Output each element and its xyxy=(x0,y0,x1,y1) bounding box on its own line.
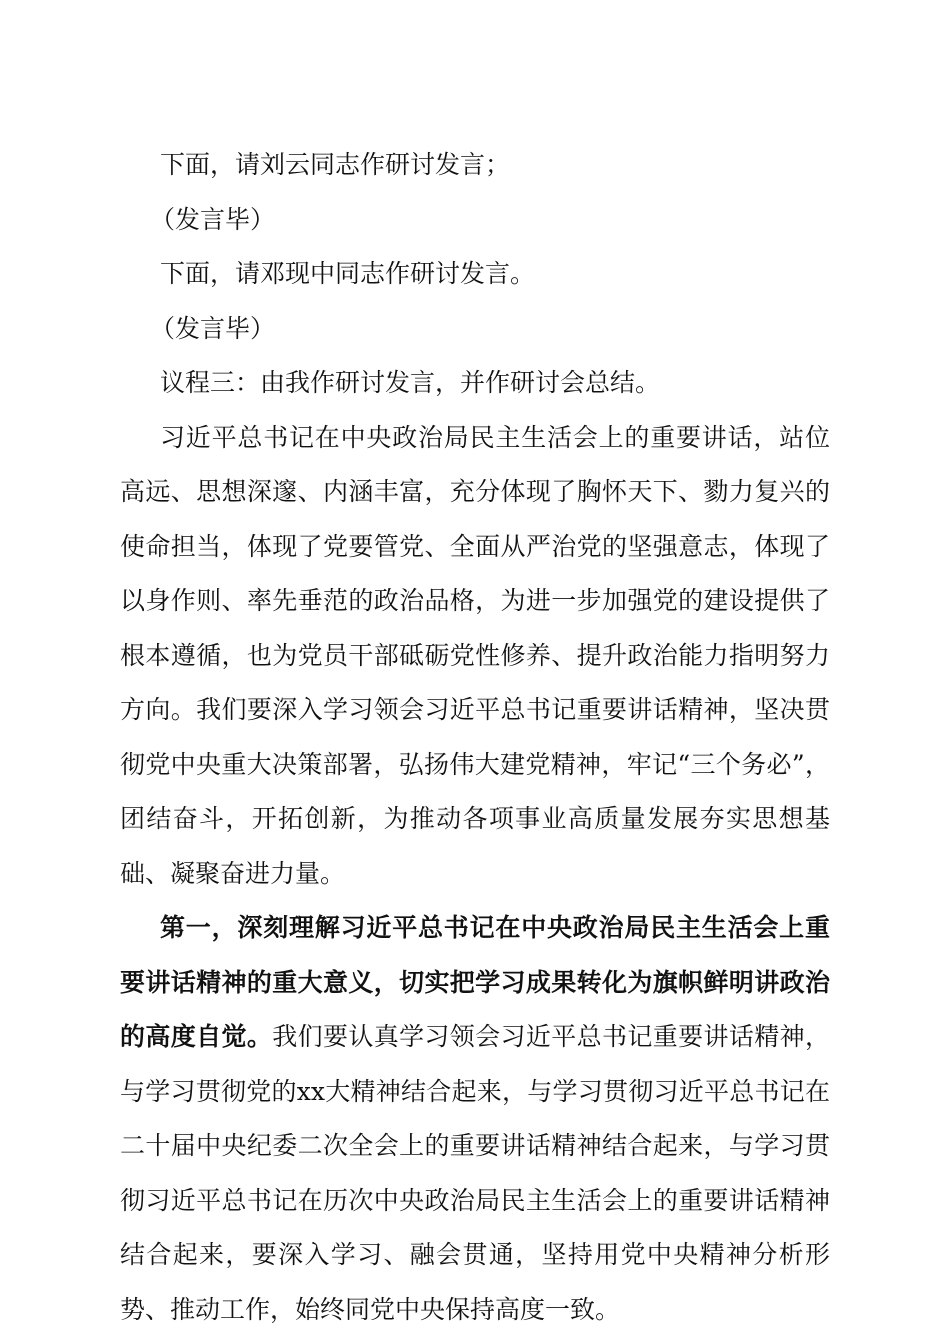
paragraph-speech-intro: 习近平总书记在中央政治局民主生活会上的重要讲话，站位高远、思想深邃、内涵丰富，充分体现了胸怀天下、勠力复兴的使命担当，体现了党要管党、全面从严治党的坚强意志，体现了以身作则、率先垂范的政治品格，为进一步加强党的建设提供了根本遵循，也为党员干部砥砺党性修养、提升政治能力指明努力方向。我们要深入学习领会习近平总书记重要讲话精神，坚决贯彻党中央重大决策部署，弘扬伟大建党精神，牢记“三个务必”，团结奋斗，开拓创新，为推动各项事业高质量发展夯实思想基础、凝聚奋进力量。 xyxy=(120,422,830,888)
point-one-body: 我们要认真学习领会习近平总书记重要讲话精神，与学习贯彻党的xx大精神结合起来，与学习贯彻习近平总书记在二十届中央纪委二次全会上的重要讲话精神结合起来，与学习贯彻习近平总书记在历次中央政治局民主生活会上的重要讲话精神结合起来，要深入学习、融会贯通，坚持用党中央精神分析形势、推动工作，始终同党中央保持高度一致。 xyxy=(120,1022,830,1324)
paragraph-speech-finished-2: （发言毕） xyxy=(150,313,276,343)
point-one-heading: 第一，深刻理解习近平总书记在中央政治局民主生活会上重要讲话精神的重大意义，切实把学习成果转化为旗帜鲜明讲政治的高度自觉。 xyxy=(120,913,830,1051)
paragraph-point-one xyxy=(120,901,830,1337)
document-body xyxy=(120,138,830,1337)
paragraph-agenda-three: 议程三：由我作研讨发言，并作研讨会总结。 xyxy=(160,368,661,397)
paragraph-speaker-deng: 下面，请邓现中同志作研讨发言。 xyxy=(160,259,536,288)
paragraph-speech-finished-1: （发言毕） xyxy=(150,204,276,234)
paragraph-speaker-liu: 下面，请刘云同志作研讨发言； xyxy=(160,150,511,179)
